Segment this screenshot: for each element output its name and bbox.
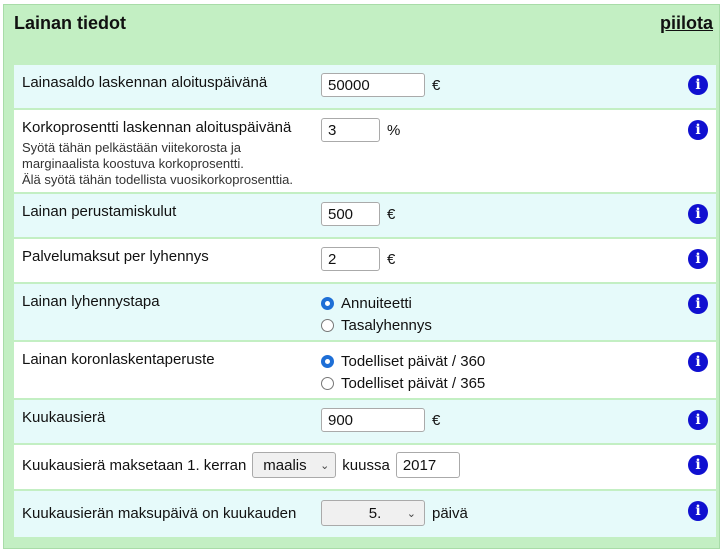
interest-basis-radio-group (321, 350, 485, 394)
balance-input[interactable] (321, 73, 425, 97)
first-payment-row (14, 445, 716, 491)
repayment-option-equal[interactable]: Tasalyhennys (321, 314, 432, 336)
service-fee-unit: € (387, 250, 396, 268)
interest-label: Korkoprosentti laskennan aloituspäivänä (22, 119, 292, 136)
payment-day-suffix: päivä (432, 504, 468, 522)
repayment-info-icon[interactable]: i (688, 294, 708, 314)
repayment-label: Lainan lyhennystapa (22, 293, 160, 310)
installment-row (14, 400, 716, 445)
chevron-down-icon: ⌄ (320, 459, 330, 472)
payment-day-select[interactable]: 5. ⌄ (321, 500, 425, 526)
setup-fee-info-icon[interactable]: i (688, 204, 708, 224)
repayment-radio-group (321, 292, 432, 336)
balance-info-icon[interactable]: i (688, 75, 708, 95)
interest-help-text: Syötä tähän pelkästään viitekorosta ja marginaalista koostuva korkoprosentti. Älä syötä tähän todellista vuosikorkoprosenttia. (22, 140, 293, 187)
service-fee-input[interactable] (321, 247, 380, 271)
installment-label: Kuukausierä (22, 409, 106, 426)
first-payment-month-select[interactable]: maalis ⌄ (252, 452, 336, 478)
repayment-row (14, 284, 716, 342)
interest-info-icon[interactable]: i (688, 120, 708, 140)
service-fee-row (14, 239, 716, 284)
form-rows (14, 65, 716, 537)
setup-fee-unit: € (387, 205, 396, 223)
balance-label: Lainasaldo laskennan aloituspäivänä (22, 74, 268, 91)
balance-unit: € (432, 76, 441, 94)
radio-unselected-icon[interactable] (321, 377, 334, 390)
interest-basis-option-365[interactable]: Todelliset päivät / 365 (321, 372, 485, 394)
balance-row (14, 65, 716, 110)
interest-unit: % (387, 121, 401, 139)
chevron-down-icon: ⌄ (406, 507, 416, 520)
repayment-option-annuity[interactable]: Annuiteetti (321, 292, 432, 314)
interest-basis-row (14, 342, 716, 400)
interest-basis-option-360[interactable]: Todelliset päivät / 360 (321, 350, 485, 372)
first-payment-label: Kuukausierä maksetaan 1. kerran (22, 456, 247, 474)
payment-day-info-icon[interactable]: i (688, 501, 708, 521)
panel-title: Lainan tiedot (14, 13, 126, 33)
loan-details-panel (3, 4, 720, 549)
interest-row (14, 110, 716, 194)
payment-day-row (14, 491, 716, 537)
service-fee-label: Palvelumaksut per lyhennys (22, 248, 209, 265)
first-payment-year-input[interactable] (396, 452, 460, 478)
interest-input[interactable] (321, 118, 380, 142)
first-payment-info-icon[interactable]: i (688, 455, 708, 475)
installment-unit: € (432, 411, 441, 429)
setup-fee-input[interactable] (321, 202, 380, 226)
installment-input[interactable] (321, 408, 425, 432)
radio-selected-icon[interactable] (321, 297, 334, 310)
radio-selected-icon[interactable] (321, 355, 334, 368)
setup-fee-label: Lainan perustamiskulut (22, 203, 177, 220)
service-fee-info-icon[interactable]: i (688, 249, 708, 269)
first-payment-middle-text: kuussa (342, 456, 390, 474)
interest-basis-label: Lainan koronlaskentaperuste (22, 351, 215, 368)
setup-fee-row (14, 194, 716, 239)
hide-link[interactable]: piilota (660, 13, 713, 33)
interest-basis-info-icon[interactable]: i (688, 352, 708, 372)
radio-unselected-icon[interactable] (321, 319, 334, 332)
installment-info-icon[interactable]: i (688, 410, 708, 430)
payment-day-label: Kuukausierän maksupäivä on kuukauden (22, 505, 297, 522)
